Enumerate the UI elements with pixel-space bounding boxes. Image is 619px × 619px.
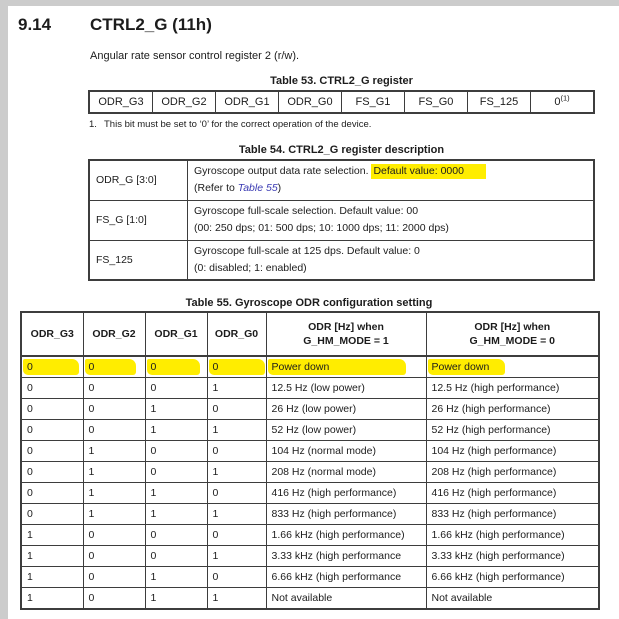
- odr-value-cell: [266, 546, 426, 567]
- cell-text: 0: [88, 550, 95, 562]
- table55-row: [21, 378, 599, 399]
- bit-value-cell: [145, 462, 207, 483]
- cell-text: 0: [27, 508, 33, 520]
- cell-text: 1: [27, 592, 33, 604]
- bit-cell: [278, 91, 341, 113]
- cell-text: 0: [88, 361, 95, 373]
- desc-line: [194, 163, 587, 180]
- page-edge-top: [0, 0, 619, 6]
- bit-value-cell: [21, 504, 83, 525]
- cell-text: 0: [150, 466, 157, 478]
- table54-register-description: [88, 159, 595, 281]
- odr-value-cell: [426, 420, 599, 441]
- cell-text: 833 Hz (high performance): [431, 508, 557, 520]
- cell-text: 12.5 Hz (low power): [271, 382, 365, 394]
- desc-line: (00: 250 dps; 01: 500 dps; 10: 1000 dps; 11: 2000 dps): [194, 222, 449, 234]
- bit-value-cell: [83, 420, 145, 441]
- odr-value-cell: [426, 546, 599, 567]
- desc-text: Gyroscope output data rate selection.: [194, 165, 372, 178]
- bit-value-cell: [83, 504, 145, 525]
- bit-value-cell: [83, 483, 145, 504]
- odr-value-cell: [266, 525, 426, 546]
- cell-text: 1: [150, 592, 157, 604]
- cell-text: 0: [150, 445, 157, 457]
- cell-text: 0: [27, 403, 33, 415]
- page-edge-left: [0, 0, 8, 619]
- cell-text: 1: [150, 424, 157, 436]
- bit-label: 0: [554, 96, 561, 108]
- cell-text: 26 Hz (low power): [271, 403, 357, 415]
- odr-value-cell: [426, 504, 599, 525]
- section-number: 9.14: [18, 15, 52, 34]
- bit-value-cell: [207, 462, 266, 483]
- odr-value-cell: [426, 483, 599, 504]
- footnote-text: This bit must be set to ‘0’ for the correct operation of the device.: [104, 119, 372, 130]
- field-name-cell: FS_G [1:0]: [89, 200, 188, 240]
- bit-value-cell: [207, 567, 266, 588]
- odr-value-cell: [266, 399, 426, 420]
- field-desc-cell: [188, 160, 595, 200]
- cell-text: 0: [88, 529, 95, 541]
- table53-footnote: [89, 119, 371, 130]
- desc-line: Gyroscope full-scale at 125 dps. Default value: 0: [194, 244, 420, 257]
- cell-text: 3.33 kHz (high performance): [431, 550, 565, 562]
- header-line: G_HM_MODE = 1: [303, 335, 389, 347]
- column-header: ODR_G3: [21, 312, 83, 356]
- bit-value-cell: [83, 356, 145, 378]
- cell-text: 104 Hz (normal mode): [271, 445, 376, 457]
- table55-row: [21, 399, 599, 420]
- odr-value-cell: [426, 462, 599, 483]
- desc-text: (Refer to: [194, 182, 238, 195]
- cell-text: 0: [27, 361, 33, 373]
- cell-text: 0: [27, 487, 33, 499]
- cell-text: 0: [150, 361, 157, 373]
- odr-value-cell: [266, 356, 426, 378]
- table55-caption: Table 55. Gyroscope ODR configuration setting: [185, 297, 433, 309]
- bit-value-cell: [207, 504, 266, 525]
- cell-text: 6.66 kHz (high performance: [271, 571, 402, 583]
- cell-text: Power down: [271, 361, 330, 373]
- bit-value-cell: [145, 567, 207, 588]
- cell-text: 1: [27, 550, 33, 562]
- desc-line: [194, 180, 587, 197]
- cell-text: 26 Hz (high performance): [431, 403, 551, 415]
- cell-text: 1: [88, 445, 95, 457]
- bit-value-cell: [21, 462, 83, 483]
- field-name-cell: ODR_G [3:0]: [89, 160, 188, 200]
- column-header: ODR_G2: [83, 312, 145, 356]
- cell-text: 52 Hz (high performance): [431, 424, 551, 436]
- odr-value-cell: [426, 567, 599, 588]
- bit-cell: [215, 91, 278, 113]
- bit-value-cell: [207, 378, 266, 399]
- bit-label: FS_G1: [355, 96, 391, 108]
- bit-label: FS_G0: [418, 96, 454, 108]
- cell-text: 3.33 kHz (high performance: [271, 550, 402, 562]
- cell-text: 416 Hz (high performance): [271, 487, 397, 499]
- cell-text: Not available: [271, 592, 333, 604]
- column-header: ODR_G0: [207, 312, 266, 356]
- cell-text: 1: [150, 487, 157, 499]
- field-name-cell: FS_125: [89, 240, 188, 280]
- cell-text: 0: [212, 487, 219, 499]
- table55-row: [21, 420, 599, 441]
- bit-value-cell: [145, 420, 207, 441]
- cell-text: 0: [88, 592, 95, 604]
- table54-caption: Table 54. CTRL2_G register description: [238, 144, 445, 156]
- odr-value-cell: [266, 378, 426, 399]
- footnote-ref: (1): [560, 93, 570, 103]
- field-desc-cell: [188, 240, 595, 280]
- bit-value-cell: [145, 546, 207, 567]
- cell-text: 1: [88, 487, 95, 499]
- table55-row: [21, 356, 599, 378]
- bit-label: ODR_G2: [161, 96, 207, 108]
- bit-value-cell: [21, 420, 83, 441]
- table53-row: [89, 91, 594, 113]
- cell-text: 0: [212, 445, 219, 457]
- cell-text: 1.66 kHz (high performance): [431, 529, 565, 541]
- cell-text: 0: [88, 382, 95, 394]
- bit-value-cell: [145, 504, 207, 525]
- field-desc-cell: [188, 200, 595, 240]
- table55-row: [21, 546, 599, 567]
- odr-value-cell: [266, 567, 426, 588]
- cell-text: 6.66 kHz (high performance): [431, 571, 565, 583]
- bit-value-cell: [145, 525, 207, 546]
- cell-text: 1: [150, 571, 157, 583]
- cell-text: 0: [150, 382, 157, 394]
- odr-value-cell: [266, 420, 426, 441]
- table54-row: [89, 160, 594, 200]
- bit-value-cell: [21, 525, 83, 546]
- odr-value-cell: [266, 483, 426, 504]
- cell-text: 1: [88, 466, 95, 478]
- bit-value-cell: [83, 588, 145, 610]
- bit-value-cell: [207, 588, 266, 610]
- cell-text: 0: [150, 550, 157, 562]
- section-title: CTRL2_G (11h): [90, 15, 212, 34]
- cell-text: Not available: [431, 592, 493, 604]
- cell-text: 0: [150, 529, 157, 541]
- cell-text: 208 Hz (normal mode): [271, 466, 376, 478]
- cell-text: 0: [88, 424, 95, 436]
- cell-text: 0: [27, 445, 33, 457]
- cell-text: 0: [212, 361, 219, 373]
- cell-text: 1: [27, 529, 33, 541]
- bit-value-cell: [21, 567, 83, 588]
- desc-line: (0: disabled; 1: enabled): [194, 261, 307, 274]
- bit-value-cell: [145, 356, 207, 378]
- bit-value-cell: [21, 483, 83, 504]
- odr-value-cell: [426, 525, 599, 546]
- cell-text: 0: [27, 382, 33, 394]
- cell-text: 1: [150, 508, 157, 520]
- odr-value-cell: [426, 378, 599, 399]
- cell-text: 1.66 kHz (high performance): [271, 529, 405, 541]
- footnote-number: 1.: [89, 119, 97, 130]
- table55-row: [21, 525, 599, 546]
- bit-cell: [467, 91, 530, 113]
- cell-text: 1: [212, 466, 219, 478]
- bit-cell: [404, 91, 467, 113]
- cell-text: 208 Hz (high performance): [431, 466, 557, 478]
- table55-row: [21, 504, 599, 525]
- bit-value-cell: [207, 399, 266, 420]
- table55-row: [21, 483, 599, 504]
- bit-value-cell: [207, 483, 266, 504]
- table55-row: [21, 462, 599, 483]
- bit-value-cell: [83, 546, 145, 567]
- bit-value-cell: [145, 441, 207, 462]
- cell-text: 52 Hz (low power): [271, 424, 357, 436]
- table53-register-bits: [88, 90, 595, 114]
- cell-text: 0: [27, 424, 33, 436]
- bit-value-cell: [207, 441, 266, 462]
- cell-text: Power down: [431, 361, 490, 373]
- highlighted-text: Default value: 0000: [371, 164, 485, 179]
- column-header: [426, 312, 599, 356]
- bit-value-cell: [145, 588, 207, 610]
- cell-text: 0: [212, 403, 219, 415]
- bit-value-cell: [83, 462, 145, 483]
- bit-value-cell: [207, 525, 266, 546]
- cell-text: 1: [27, 571, 33, 583]
- cell-text: 0: [212, 529, 219, 541]
- bit-value-cell: [83, 378, 145, 399]
- cell-text: 416 Hz (high performance): [431, 487, 557, 499]
- cell-text: 0: [212, 571, 219, 583]
- table55-header-row: [21, 312, 599, 356]
- column-header: ODR_G1: [145, 312, 207, 356]
- column-header: [266, 312, 426, 356]
- odr-value-cell: [426, 588, 599, 610]
- cell-text: 0: [88, 403, 95, 415]
- bit-cell: [89, 91, 152, 113]
- register-description: Angular rate sensor control register 2 (r/w).: [90, 50, 300, 62]
- odr-value-cell: [266, 588, 426, 610]
- cell-text: 1: [212, 550, 219, 562]
- bit-value-cell: [83, 399, 145, 420]
- table54-row: [89, 200, 594, 240]
- odr-value-cell: [266, 462, 426, 483]
- cell-text: 1: [212, 424, 219, 436]
- table54-row: [89, 240, 594, 280]
- table53-caption: Table 53. CTRL2_G register: [270, 75, 413, 87]
- bit-value-cell: [21, 399, 83, 420]
- cell-text: 104 Hz (high performance): [431, 445, 557, 457]
- cell-text: 1: [212, 382, 219, 394]
- bit-label: ODR_G3: [98, 96, 144, 108]
- bit-value-cell: [21, 356, 83, 378]
- bit-value-cell: [145, 483, 207, 504]
- table55-odr-configuration: [20, 311, 600, 610]
- cell-text: 0: [88, 571, 95, 583]
- header-line: G_HM_MODE = 0: [469, 335, 555, 347]
- desc-text: ): [277, 182, 282, 195]
- bit-value-cell: [83, 441, 145, 462]
- bit-value-cell: [21, 378, 83, 399]
- cell-text: 1: [212, 508, 219, 520]
- bit-value-cell: [145, 378, 207, 399]
- cell-text: 833 Hz (high performance): [271, 508, 397, 520]
- table55-row: [21, 588, 599, 610]
- odr-value-cell: [266, 504, 426, 525]
- header-line: ODR [Hz] when: [308, 321, 384, 333]
- bit-value-cell: [145, 399, 207, 420]
- odr-value-cell: [426, 356, 599, 378]
- bit-value-cell: [207, 420, 266, 441]
- odr-value-cell: [426, 399, 599, 420]
- bit-cell: [341, 91, 404, 113]
- bit-label: ODR_G1: [224, 96, 270, 108]
- cell-text: 1: [150, 403, 157, 415]
- bit-cell: [152, 91, 215, 113]
- bit-value-cell: [83, 567, 145, 588]
- table55-link[interactable]: Table 55: [237, 182, 278, 195]
- table55-row: [21, 441, 599, 462]
- bit-cell: [530, 91, 594, 113]
- cell-text: 1: [88, 508, 95, 520]
- odr-value-cell: [266, 441, 426, 462]
- odr-value-cell: [426, 441, 599, 462]
- desc-line: Gyroscope full-scale selection. Default value: 00: [194, 205, 419, 217]
- cell-text: 12.5 Hz (high performance): [431, 382, 560, 394]
- bit-value-cell: [207, 546, 266, 567]
- bit-label: ODR_G0: [287, 96, 333, 108]
- bit-value-cell: [207, 356, 266, 378]
- header-line: ODR [Hz] when: [474, 321, 551, 333]
- bit-value-cell: [21, 441, 83, 462]
- bit-value-cell: [83, 525, 145, 546]
- cell-text: 1: [212, 592, 219, 604]
- bit-label: FS_125: [479, 96, 519, 108]
- table55-row: [21, 567, 599, 588]
- bit-value-cell: [21, 588, 83, 610]
- cell-text: 0: [27, 466, 33, 478]
- bit-value-cell: [21, 546, 83, 567]
